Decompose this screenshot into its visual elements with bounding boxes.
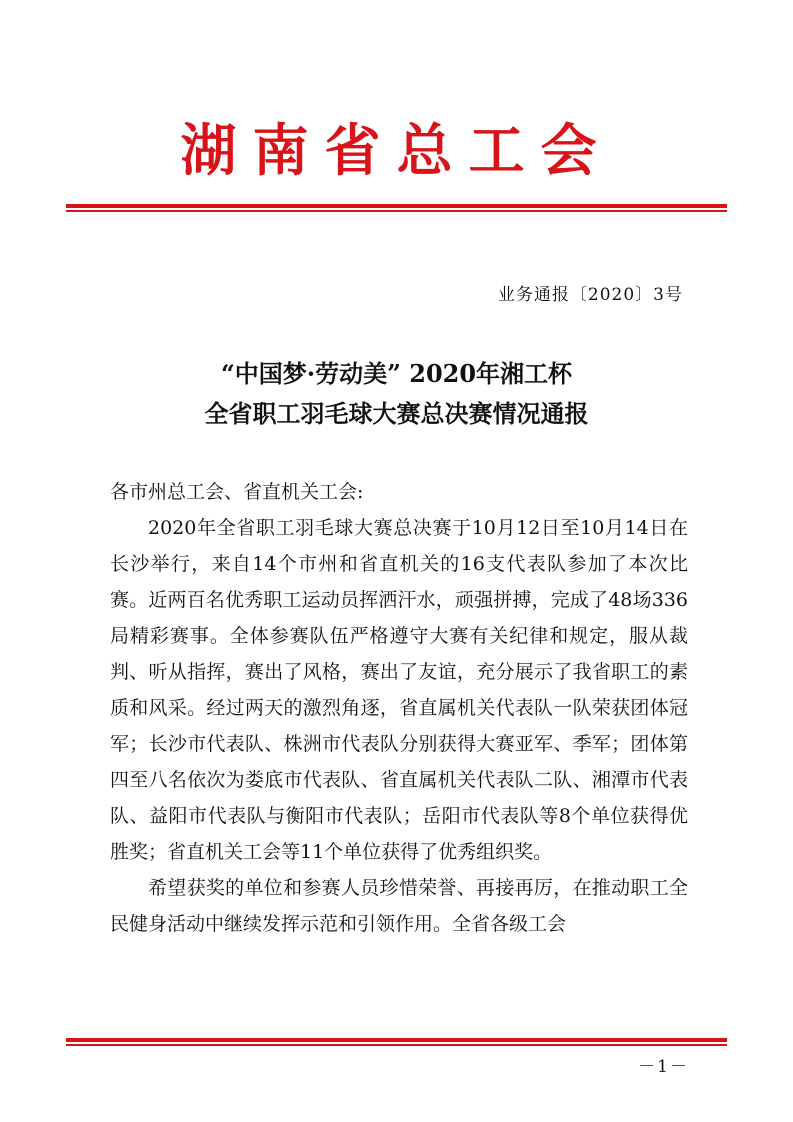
document-body bbox=[110, 474, 688, 942]
document-number: 业务通报〔2020〕3号 bbox=[497, 285, 683, 305]
body-paragraph: 2020年全省职工羽毛球大赛总决赛于10月12日至10月14日在长沙举行，来自14个市州和省直机关的16支代表队参加了本次比赛。近两百名优秀职工运动员挥洒汗水，顽强拼搏，完成了48场336局精彩赛事。全体参赛队伍严格遵守大赛有关纪律和规定，服从裁判、听从指挥，赛出了风格，赛出了友谊，充分展示了我省职工的素质和风采。经过两天的激烈角逐，省直属机关代表队一队荣获团体冠军；长沙市代表队、株洲市代表队分别获得大赛亚军、季军；团体第四至八名依次为娄底市代表队、省直属机关代表队二队、湘潭市代表队、益阳市代表队与衡阳市代表队；岳阳市代表队等8个单位获得优胜奖；省直机关工会等11个单位获得了优秀组织奖。 bbox=[110, 517, 688, 863]
salutation: 各市州总工会、省直机关工会: bbox=[110, 481, 364, 503]
footer-red-rule bbox=[66, 1038, 727, 1046]
document-title-line-2: 全省职工羽毛球大赛总决赛情况通报 bbox=[204, 399, 589, 428]
page-number: －1－ bbox=[638, 1057, 689, 1077]
document-title-line-1: “中国梦·劳动美” 2020年湘工杯 bbox=[220, 359, 573, 388]
body-paragraph: 希望获奖的单位和参赛人员珍惜荣誉、再接再厉，在推动职工全民健身活动中继续发挥示范和引领作用。全省各级工会 bbox=[110, 877, 688, 935]
organization-header: 湖南省总工会 bbox=[180, 118, 613, 184]
header-red-rule bbox=[66, 204, 727, 212]
